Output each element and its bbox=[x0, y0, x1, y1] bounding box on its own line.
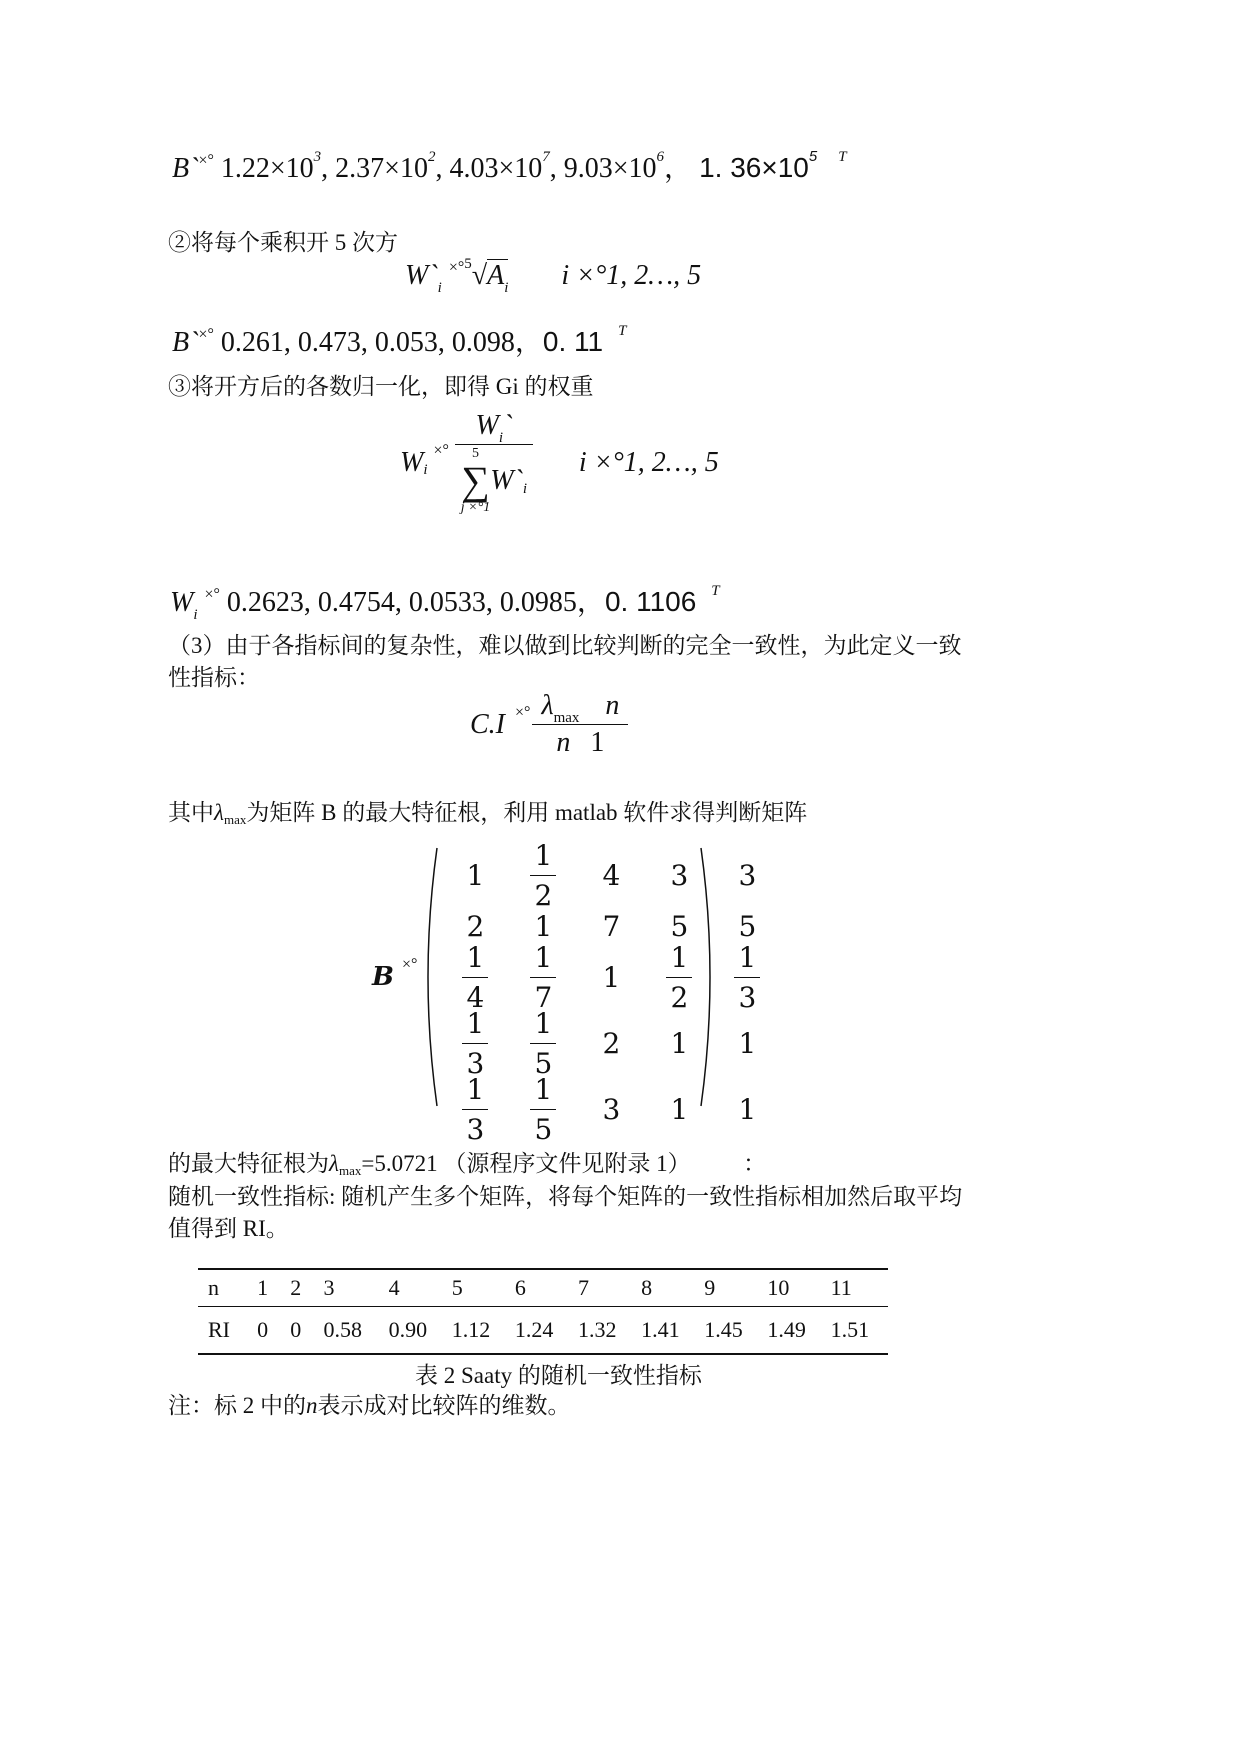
table-cell: 1.24 bbox=[514, 1316, 554, 1342]
table-cell: 3 bbox=[323, 1274, 335, 1300]
matrix-cell: 5 bbox=[738, 909, 757, 943]
paragraph-ri bbox=[168, 1181, 962, 1245]
table-cell: 0 bbox=[257, 1316, 269, 1342]
paragraph-line: 性指标： bbox=[168, 665, 260, 690]
paragraph-max-eigen: 的最大特征根为λmax=5.0721 （源程序文件见附录 1） ： bbox=[168, 1151, 767, 1178]
matrix-cell: 1 bbox=[534, 909, 553, 943]
table-cell: 4 bbox=[388, 1274, 400, 1300]
paragraph-line: 值得到 RI。 bbox=[168, 1216, 289, 1241]
step-3-text: ③将开方后的各数归一化，即得 Gi 的权重 bbox=[168, 374, 594, 399]
table-cell: 1.49 bbox=[767, 1316, 806, 1342]
matrix-cell: $\frac{1}{7}$ bbox=[530, 941, 556, 1014]
eq5-last: 0. 1106 bbox=[604, 586, 697, 617]
table-cell: 5 bbox=[451, 1274, 463, 1300]
eq2-sub: i bbox=[437, 280, 442, 296]
eq5-values: 0.2623, 0.4754, 0.0533, 0.0985， bbox=[226, 587, 605, 618]
matrix-cell: 3 bbox=[602, 1092, 621, 1126]
table-header-row bbox=[198, 1270, 888, 1306]
eq5-symbol: ×° bbox=[204, 586, 220, 603]
eq3-lhs: B` bbox=[172, 327, 199, 358]
table-cell: 1.45 bbox=[704, 1316, 743, 1342]
table-cell: 1.41 bbox=[641, 1316, 680, 1342]
radical-sign: √ bbox=[471, 260, 488, 291]
eq4-fraction bbox=[455, 410, 533, 515]
eq1-lhs: B` bbox=[172, 153, 199, 184]
equation-weights bbox=[170, 580, 720, 623]
eq4-rhs: i ×°1, 2…, 5 bbox=[578, 446, 719, 478]
eq1-term: $4.03\times 10^7$ bbox=[449, 149, 550, 184]
eq5-sub: i bbox=[193, 607, 198, 623]
table-cell: 7 bbox=[578, 1274, 589, 1300]
eq1-term: $2.37\times 10^2$ bbox=[335, 149, 436, 184]
eq4-den-term: W` bbox=[490, 465, 523, 496]
eq4-lhs: W bbox=[400, 446, 424, 478]
sigma-sign: ∑ bbox=[461, 458, 490, 503]
table-cell: 10 bbox=[767, 1274, 790, 1300]
matrix-cell: 5 bbox=[670, 909, 689, 943]
equation-b-roots bbox=[172, 320, 626, 360]
eq4-symbol: ×° bbox=[433, 441, 449, 459]
eq1-term: $1.22\times 10^3$ bbox=[220, 149, 322, 184]
eq3-transpose: T bbox=[618, 323, 627, 339]
matrix-cell: $\frac{1}{4}$ bbox=[462, 941, 488, 1014]
eq4-sub: i bbox=[423, 462, 428, 478]
table-cell: 0 bbox=[290, 1316, 302, 1342]
eq3-values: 0.261, 0.473, 0.053, 0.098， bbox=[220, 327, 543, 358]
matrix-cell: 1 bbox=[466, 858, 485, 892]
matrix-cell: 2 bbox=[466, 909, 485, 943]
equation-root bbox=[405, 256, 702, 296]
matrix-cell: $\frac{1}{2}$ bbox=[666, 941, 692, 1014]
eq6-denominator: n 1 bbox=[556, 727, 605, 758]
table-row bbox=[198, 1307, 888, 1353]
matrix-cell: $\frac{1}{3}$ bbox=[462, 1073, 488, 1146]
table-cell: 8 bbox=[641, 1274, 653, 1300]
sum-upper-limit: 5 bbox=[472, 446, 479, 461]
paragraph-lambda: 其中λmax为矩阵 B 的最大特征根，利用 matlab 软件求得判断矩阵 bbox=[168, 800, 808, 827]
table-caption: 表 2 Saaty 的随机一致性指标 bbox=[415, 1363, 702, 1388]
equation-normalize bbox=[400, 410, 719, 515]
matrix-cell: 4 bbox=[602, 858, 621, 892]
table-cell: 1 bbox=[257, 1274, 269, 1300]
paragraph-line: 随机一致性指标: 随机产生多个矩阵，将每个矩阵的一致性指标相加然后取平均 bbox=[168, 1184, 963, 1209]
eq2-rhs: i ×°1, 2…, 5 bbox=[561, 260, 702, 291]
matrix-cell: 3 bbox=[670, 858, 689, 892]
table-cell: RI bbox=[208, 1316, 230, 1342]
matrix-cell: 3 bbox=[738, 858, 757, 892]
n-symbol: n bbox=[306, 1393, 318, 1418]
table-cell: 1.12 bbox=[451, 1316, 491, 1342]
eq6-symbol: ×° bbox=[515, 703, 531, 721]
matrix-cell: $\frac{1}{2}$ bbox=[530, 839, 556, 912]
table-cell: n bbox=[208, 1274, 219, 1300]
eq1-term: 1. $36\times 10^5$ bbox=[699, 148, 818, 183]
eq6-lhs: C.I bbox=[470, 708, 505, 740]
eq2-root-index: 5 bbox=[464, 256, 472, 272]
matrix-cell: $\frac{1}{5}$ bbox=[530, 1073, 556, 1146]
table-cell: 9 bbox=[704, 1274, 716, 1300]
matrix-cell: $\frac{1}{5}$ bbox=[530, 1007, 556, 1080]
matrix-cell: 1 bbox=[738, 1026, 757, 1060]
note-text: 注：标 2 中的n表示成对比较阵的维数。 bbox=[168, 1393, 571, 1418]
paragraph-consistency bbox=[168, 630, 962, 694]
matrix-cell: 1 bbox=[602, 960, 621, 994]
sum-lower-limit: j ×°1 bbox=[460, 500, 491, 515]
eq2-symbol: ×° bbox=[448, 259, 465, 276]
eq4-numerator: $W_i`$ bbox=[475, 410, 513, 446]
equation-ci bbox=[470, 690, 628, 759]
eq4-den-sub: i bbox=[522, 480, 528, 497]
eq5-lhs: W bbox=[170, 587, 194, 618]
ri-table bbox=[198, 1268, 888, 1355]
matrix-cell: 1 bbox=[738, 1092, 757, 1126]
matrix-cell: 7 bbox=[602, 909, 621, 943]
table-cell: 1.51 bbox=[830, 1316, 870, 1342]
table-cell: 0.58 bbox=[323, 1316, 362, 1342]
table-cell: 0.90 bbox=[388, 1316, 428, 1342]
paragraph-line: （3）由于各指标间的复杂性，难以做到比较判断的完全一致性，为此定义一致 bbox=[168, 633, 962, 658]
eq1-symbol: ×° bbox=[198, 152, 214, 169]
matrix-body bbox=[419, 838, 757, 1146]
table-cell: 1.32 bbox=[578, 1316, 617, 1342]
eq2-lhs: W` bbox=[405, 260, 438, 291]
ri-table-body bbox=[198, 1270, 888, 1353]
lambda-symbol: λ bbox=[329, 1151, 339, 1176]
eq4-denominator bbox=[455, 447, 533, 515]
eq6-numerator: $\lambda_{max}$ n bbox=[541, 690, 620, 726]
eq5-transpose: T bbox=[711, 583, 720, 599]
eq6-fraction bbox=[532, 690, 628, 759]
eq3-symbol: ×° bbox=[198, 326, 214, 343]
judgment-matrix bbox=[372, 838, 757, 1146]
matrix-cell: $\frac{1}{3}$ bbox=[462, 1007, 488, 1080]
matrix-cell: $\frac{1}{3}$ bbox=[734, 941, 760, 1014]
equation-b-products: B`×° $1.22\times 10^3$, $2.37\times 10^2$, $4.03\times 10^7$, $9.03\times 10^6$， 1. $36\times 10^5$ $^T$ bbox=[172, 148, 847, 184]
lambda-symbol: λ bbox=[214, 800, 224, 825]
matrix-cell: 1 bbox=[670, 1092, 689, 1126]
matrix-lhs: B bbox=[372, 962, 394, 992]
matrix-cell: 2 bbox=[602, 1026, 621, 1060]
matrix-grid bbox=[441, 838, 781, 1146]
table-cell: 2 bbox=[290, 1274, 302, 1300]
step-2-text: ②将每个乘积开 5 次方 bbox=[168, 230, 398, 255]
eq2-radicand: $A_i$ bbox=[487, 260, 509, 296]
matrix-symbol: ×° bbox=[401, 956, 418, 973]
matrix-cell: 1 bbox=[670, 1026, 689, 1060]
table-cell: 11 bbox=[830, 1274, 852, 1300]
eq3-last: 0. 11 bbox=[542, 326, 604, 357]
eq1-term: $9.03\times 10^6$ bbox=[563, 149, 665, 184]
table-cell: 6 bbox=[514, 1274, 526, 1300]
eq1-transpose: T bbox=[838, 149, 847, 165]
